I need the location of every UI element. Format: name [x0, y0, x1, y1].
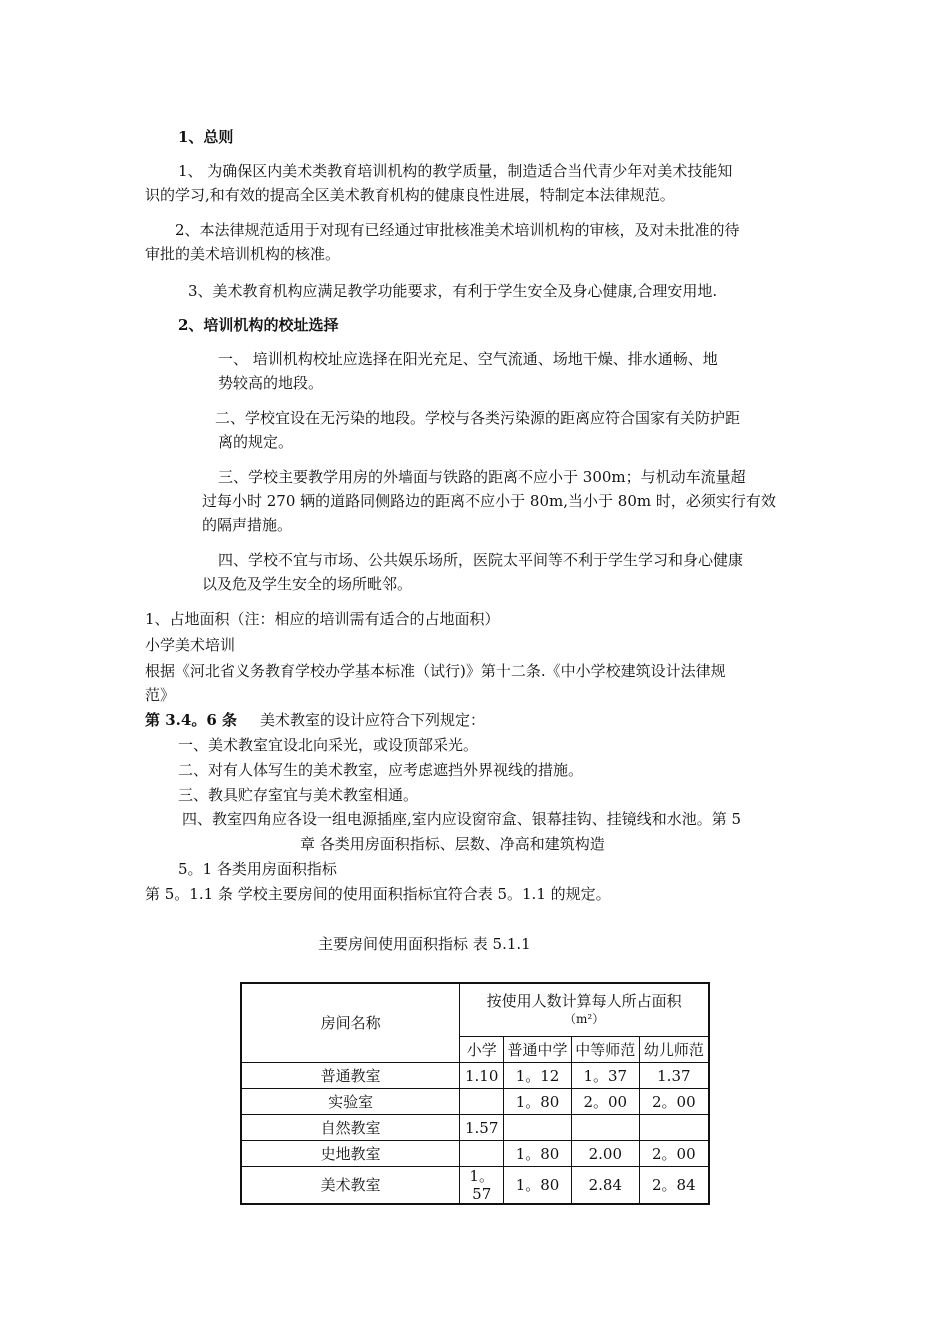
text-line: 三、学校主要教学用房的外墙面与铁路的距离不应小于 300m；与机动车流量超 — [218, 468, 746, 486]
text-line: 根据《河北省义务教育学校办学基本标准（试行)》第十二条.《中小学校建筑设计法律规 — [145, 662, 726, 680]
column-header: 中等师范 — [571, 1037, 639, 1063]
text-line: 过每小时 270 辆的道路同侧路边的距离不应小于 80m,当小于 80m 时，必须实行有效 — [202, 492, 776, 510]
text-line: 第 5。1.1 条 学校主要房间的使用面积指标宜符合表 5。1.1 的规定。 — [145, 885, 611, 903]
table-row — [241, 1167, 709, 1205]
room-area-table — [240, 982, 710, 1205]
area-header-text: 按使用人数计算每人所占面积 — [486, 992, 682, 1010]
text-line: 二、学校宜设在无污染的地段。学校与各类污染源的距离应符合国家有关防护距 — [215, 409, 741, 427]
area-value-cell: 1.37 — [639, 1063, 709, 1089]
text-line: 范》 — [145, 686, 176, 704]
text-line: 1、 为确保区内美术类教育培训机构的教学质量，制造适合当代青少年对美术技能知 — [178, 162, 733, 180]
column-header: 幼儿师范 — [639, 1037, 709, 1063]
text-line: 三、教具贮存室宜与美术教室相通。 — [178, 786, 419, 804]
room-name-header: 房间名称 — [241, 983, 460, 1063]
text-line: 小学美术培训 — [145, 636, 236, 654]
area-value-cell — [571, 1115, 639, 1141]
area-value-cell: 2。00 — [639, 1089, 709, 1115]
area-value-cell — [460, 1089, 504, 1115]
area-value-cell — [639, 1115, 709, 1141]
area-value-cell: 1.57 — [460, 1115, 504, 1141]
area-value-cell: 2.84 — [571, 1167, 639, 1205]
area-value-cell: 1。12 — [504, 1063, 572, 1089]
room-name-cell: 美术教室 — [241, 1167, 460, 1205]
area-header-unit: （m²） — [564, 1012, 605, 1026]
area-value-cell: 2。00 — [639, 1141, 709, 1167]
area-value-cell: 2.00 — [571, 1141, 639, 1167]
area-value-cell: 2。00 — [571, 1089, 639, 1115]
text-line: 章 各类用房面积指标、层数、净高和建筑构造 — [300, 835, 605, 853]
column-header: 小学 — [460, 1037, 504, 1063]
area-header — [460, 983, 709, 1037]
text-line: 1、总则 — [178, 128, 234, 146]
text-line: 一、美术教室宜设北向采光，或设顶部采光。 — [178, 736, 479, 754]
text-line: 2、培训机构的校址选择 — [178, 316, 339, 334]
text-line: 识的学习,和有效的提高全区美术教育机构的健康良性进展，特制定本法律规范。 — [145, 186, 675, 204]
table-row — [241, 1115, 709, 1141]
text-line: 第 3.4。6 条 — [145, 711, 237, 729]
text-line: 3、美术教育机构应满足教学功能要求，有利于学生安全及身心健康,合理安用地. — [188, 282, 718, 300]
table-row — [241, 1141, 709, 1167]
table-row — [241, 1063, 709, 1089]
text-line: 四、教室四角应各设一组电源插座,室内应设窗帘盒、银幕挂钩、挂镜线和水池。第 5 — [182, 810, 742, 828]
text-line: 四、学校不宜与市场、公共娱乐场所，医院太平间等不利于学生学习和身心健康 — [218, 551, 744, 569]
area-value-cell: 1.10 — [460, 1063, 504, 1089]
area-value-cell: 2。84 — [639, 1167, 709, 1205]
text-line: 1、占地面积（注：相应的培训需有适合的占地面积） — [145, 610, 500, 628]
table-body — [241, 1063, 709, 1205]
text-line: 离的规定。 — [218, 433, 294, 451]
table-row — [241, 1089, 709, 1115]
text-line: 二、对有人体写生的美术教室，应考虑遮挡外界视线的措施。 — [178, 761, 584, 779]
area-value-cell: 1。37 — [571, 1063, 639, 1089]
text-line: 美术教室的设计应符合下列规定： — [260, 711, 486, 729]
area-value-cell — [504, 1115, 572, 1141]
room-name-cell: 自然教室 — [241, 1115, 460, 1141]
text-line: 2、本法律规范适用于对现有已经通过审批核准美术培训机构的审核，及对未批准的待 — [175, 221, 740, 239]
text-line: 以及危及学生安全的场所毗邻。 — [202, 575, 413, 593]
text-line: 势较高的地段。 — [218, 374, 324, 392]
area-value-cell: 1。80 — [504, 1089, 572, 1115]
room-name-cell: 普通教室 — [241, 1063, 460, 1089]
text-line: 的隔声措施。 — [202, 516, 293, 534]
text-line: 主要房间使用面积指标 表 5.1.1 — [318, 935, 531, 953]
text-line: 一、 培训机构校址应选择在阳光充足、空气流通、场地干燥、排水通畅、地 — [218, 350, 718, 368]
room-name-cell: 实验室 — [241, 1089, 460, 1115]
area-value-cell: 1。57 — [460, 1167, 504, 1205]
column-header: 普通中学 — [504, 1037, 572, 1063]
area-value-cell: 1。80 — [504, 1141, 572, 1167]
area-value-cell: 1。80 — [504, 1167, 572, 1205]
text-line: 审批的美术培训机构的核准。 — [145, 245, 341, 263]
area-value-cell — [460, 1141, 504, 1167]
text-line: 5。1 各类用房面积指标 — [178, 860, 337, 878]
room-name-cell: 史地教室 — [241, 1141, 460, 1167]
